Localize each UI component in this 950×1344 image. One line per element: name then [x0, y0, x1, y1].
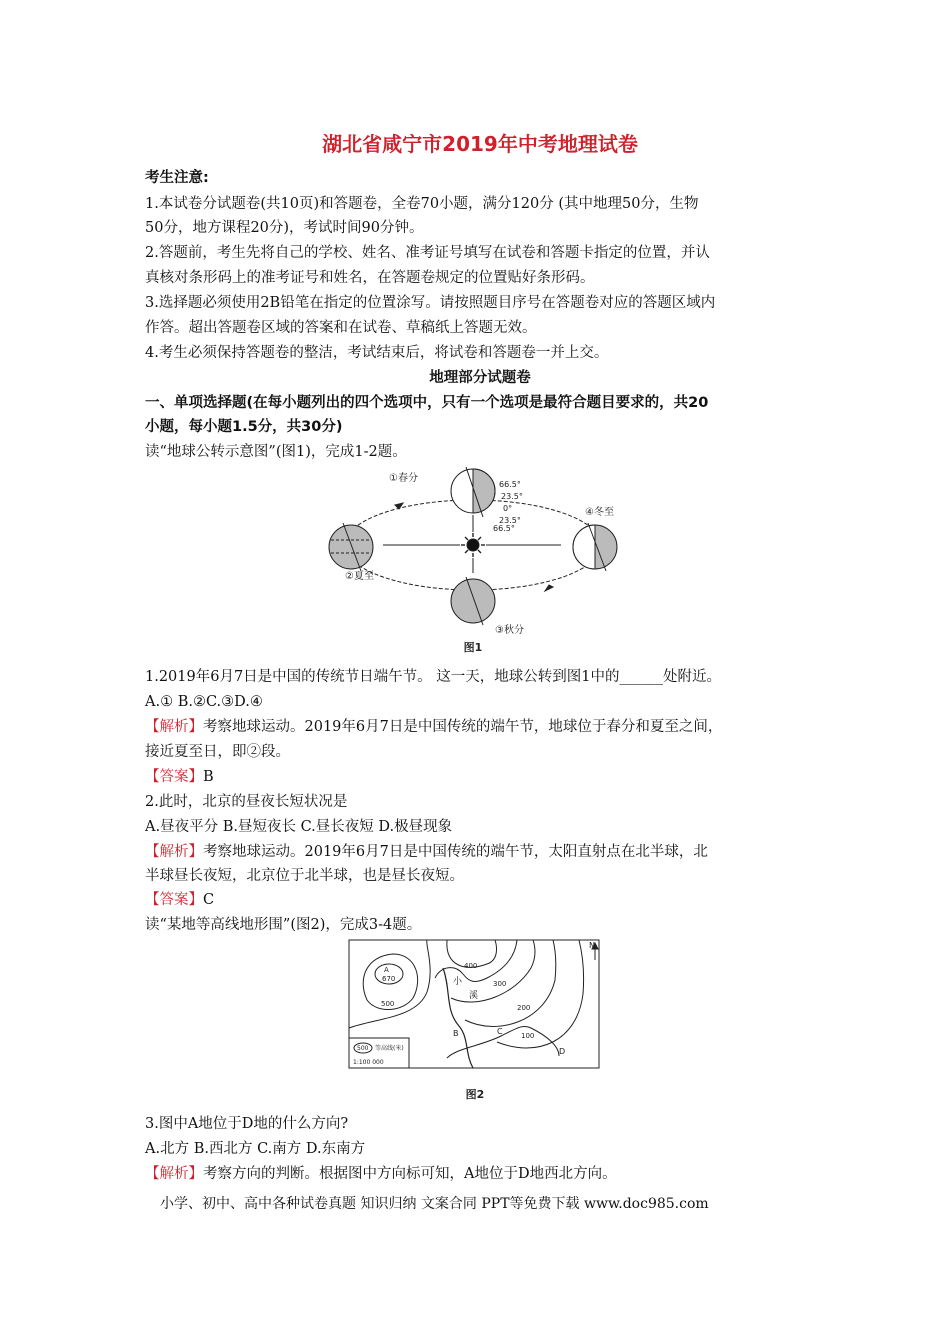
answer-tag: 【答案】: [145, 892, 203, 908]
notice-line: 2.答题前，考生先将自己的学校、姓名、准考证号填写在试卷和答题卡指定的位置，并认: [145, 245, 710, 261]
figure1-caption: 图1: [463, 641, 483, 654]
question-options: A.北方 B.西北方 C.南方 D.东南方: [145, 1141, 366, 1157]
legend-value: 500: [357, 1045, 369, 1052]
notice-line: 1.本试卷分试题卷(共10页)和答题卷，全卷70小题，满分120分 (其中地理50分，生物: [145, 196, 699, 212]
page-footer: 小学、初中、高中各种试卷真题 知识归纳 文案合同 PPT等免费下载 www.doc985.com: [160, 1196, 709, 1212]
latitude-label: 23.5°: [501, 492, 523, 501]
river-label: 溪: [469, 991, 479, 1001]
analysis-tag: 【解析】: [145, 1166, 203, 1182]
contour-label: 100: [521, 1032, 535, 1040]
latitude-label: 66.5°: [499, 480, 521, 489]
peak-label: A: [384, 966, 389, 974]
analysis-line: 半球昼长夜短，北京位于北半球，也是昼长夜短。: [145, 868, 464, 884]
part1-heading: 一、单项选择题(在每小题列出的四个选项中，只有一个选项是最符合题目要求的，共20: [145, 395, 709, 411]
question-stem: 2.此时，北京的昼夜长短状况是: [145, 794, 348, 810]
notice-heading: 考生注意:: [145, 170, 209, 186]
spring-label: ①春分: [389, 473, 418, 484]
part1-heading: 小题，每小题1.5分，共30分): [145, 419, 343, 435]
notice-line: 真核对条形码上的准考证号和姓名，在答题卷规定的位置贴好条形码。: [145, 270, 595, 286]
answer-tag: 【答案】: [145, 769, 203, 785]
point-label: B: [453, 1029, 459, 1038]
figure2-caption: 图2: [465, 1088, 485, 1101]
answer-line: [145, 767, 214, 787]
notice-line: 50分，地方课程20分)，考试时间90分钟。: [145, 220, 424, 236]
question-stem: 1.2019年6月7日是中国的传统节日端午节。 这一天，地球公转到图1中的______处附近。: [145, 669, 722, 685]
analysis-tag: 【解析】: [145, 844, 203, 860]
analysis-text: 考察地球运动。2019年6月7日是中国传统的端午节，太阳直射点在北半球，北: [203, 844, 708, 860]
section-title: 地理部分试题卷: [429, 370, 531, 386]
latitude-label: 0°: [503, 504, 513, 513]
contour-label: 300: [493, 980, 507, 988]
figure2-intro: 读“某地等高线地形围”(图2)，完成3-4题。: [145, 917, 422, 933]
latitude-label: 23.5°: [499, 516, 521, 525]
analysis-text: 考察地球运动。2019年6月7日是中国传统的端午节，地球位于春分和夏至之间，: [203, 719, 723, 735]
page-title: 湖北省咸宁市2019年中考地理试卷: [322, 132, 638, 156]
notice-line: 4.考生必须保持答题卷的整洁，考试结束后，将试卷和答题卷一并上交。: [145, 345, 609, 361]
point-label: C: [497, 1027, 503, 1036]
analysis-line: [145, 842, 708, 862]
contour-label: 400: [464, 962, 478, 970]
notice-line: 作答。超出答题卷区域的答案和在试卷、草稿纸上答题无效。: [145, 320, 537, 336]
winter-label: ④冬至: [585, 507, 614, 518]
question-options: A.昼夜平分 B.昼短夜长 C.昼长夜短 D.极昼现象: [145, 819, 453, 835]
analysis-line: [145, 717, 722, 737]
latitude-label: 66.5°: [493, 524, 515, 533]
contour-label: 200: [517, 1004, 531, 1012]
autumn-label: ③秋分: [495, 625, 524, 636]
contour-map-figure: [347, 938, 607, 1108]
question-stem: 3.图中A地位于D地的什么方向?: [145, 1116, 349, 1132]
peak-elevation: 670: [382, 975, 396, 983]
answer-line: [145, 890, 214, 910]
analysis-tag: 【解析】: [145, 719, 203, 735]
contour-label: 500: [381, 1000, 395, 1008]
notice-line: 3.选择题必须使用2B铅笔在指定的位置涂写。请按照题目序号在答题卷对应的答题区域内: [145, 295, 716, 311]
legend-text: 等高线(米): [375, 1045, 404, 1052]
river-label: 小: [453, 977, 463, 987]
question-options: A.① B.②C.③D.④: [145, 694, 263, 710]
point-label: D: [559, 1047, 566, 1056]
analysis-line: 接近夏至日，即②段。: [145, 744, 290, 760]
summer-label: ②夏至: [345, 571, 374, 582]
answer-value: B: [203, 769, 214, 785]
answer-value: C: [203, 892, 215, 908]
analysis-text: 考察方向的判断。根据图中方向标可知，A地位于D地西北方向。: [203, 1166, 617, 1182]
north-label: N: [589, 941, 595, 950]
figure1-intro: 读“地球公转示意图”(图1)，完成1-2题。: [145, 444, 407, 460]
analysis-line: [145, 1164, 617, 1184]
earth-revolution-figure: [323, 465, 643, 655]
map-scale: 1:100 000: [353, 1059, 384, 1066]
